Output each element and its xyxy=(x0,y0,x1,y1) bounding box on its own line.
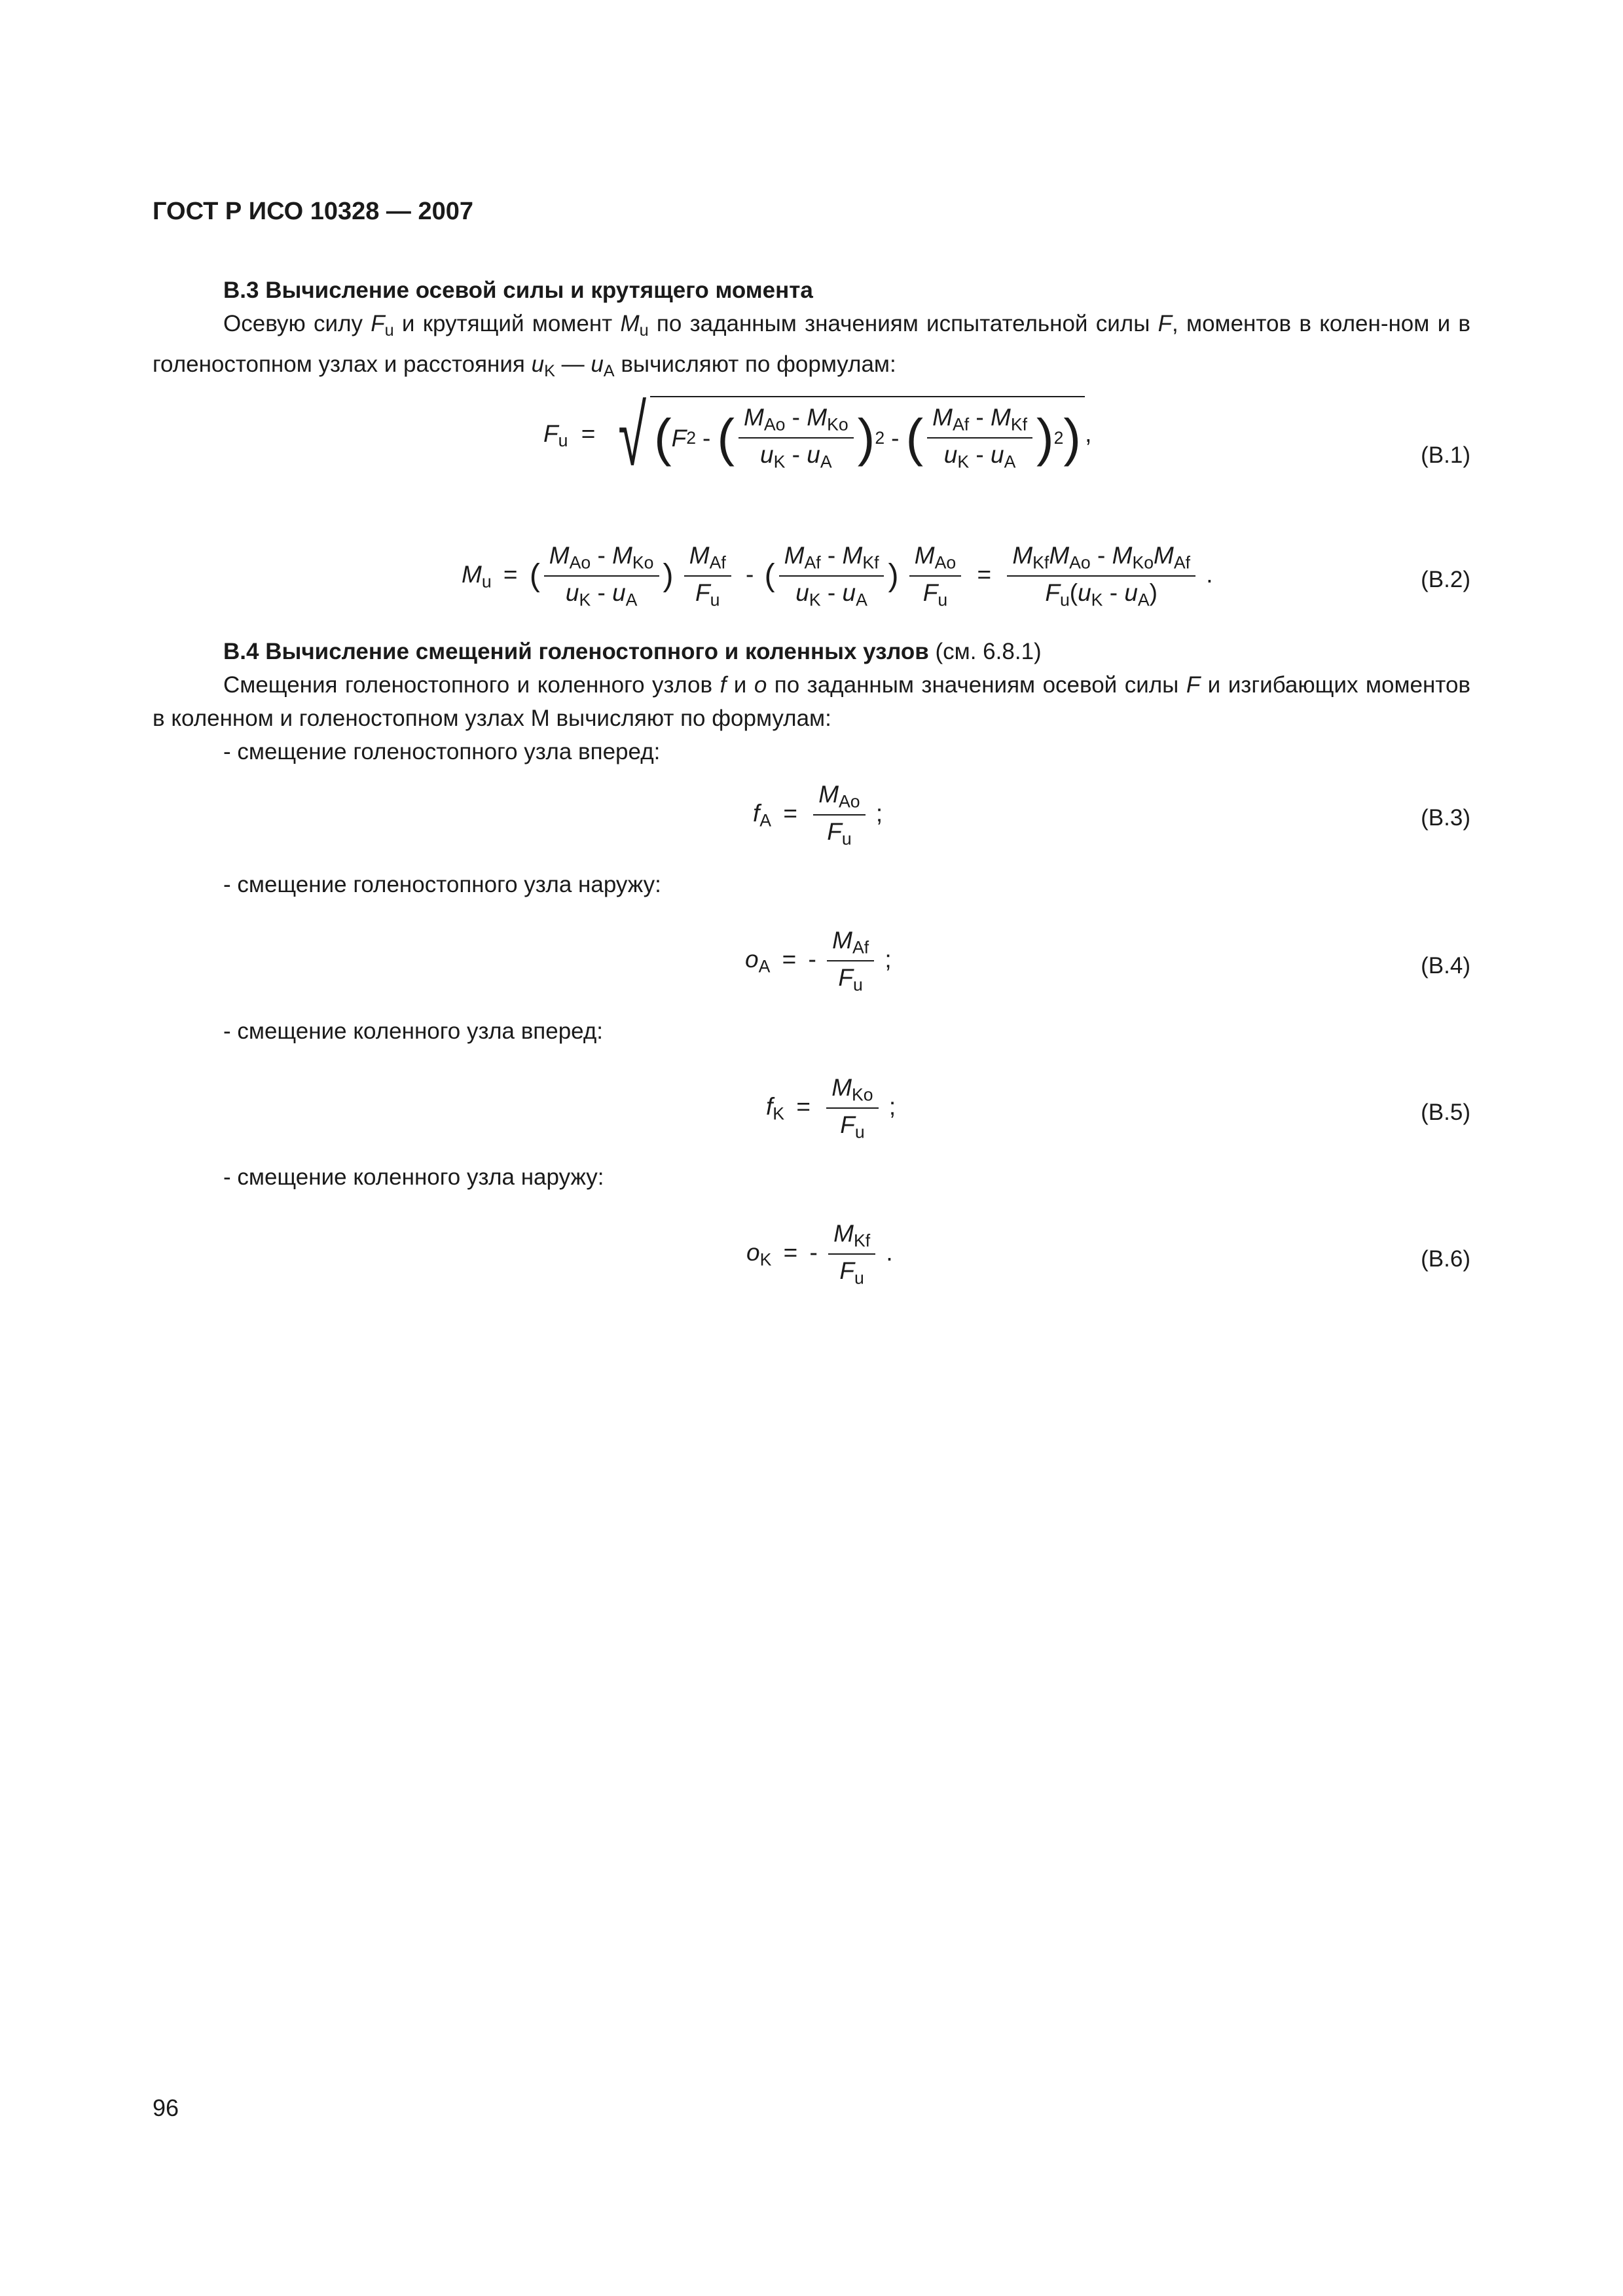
formula-b5: $f_K$ = $\frac{M_{Ko}}{F_u}$ ; xyxy=(766,1074,896,1142)
equation-number-b6: (В.6) xyxy=(1421,1246,1470,1272)
equation-number-b1: (В.1) xyxy=(1421,442,1470,468)
equation-number-b4: (В.4) xyxy=(1421,953,1470,978)
section-b4 xyxy=(153,635,1470,768)
formula-b2: $M_u$ = ( $\frac{M_{Ao} - M_{Ko}}{u_K - u_A}$ ) $\frac{M_{Af}}{F_u}$ - ( $\frac{M_{Af} - M_{Kf}}{u_K - u_A}$ ) $\frac{M_{Ao}}{F_u}$ = $\frac{M_{Kf}M_{Ao} - M_{Ko}M_{Af}}{F_u(u_K - u_A)}$ . xyxy=(462,542,1213,610)
section-b3-title: В.3 Вычисление осевой силы и крутящего момента xyxy=(223,278,813,303)
section-b4-heading: В.4 Вычисление смещений голеностопного и коленных узлов (см. 6.8.1) xyxy=(223,639,1042,664)
formula-b4: $o_A$ = - $\frac{M_{Af}}{F_u}$ ; xyxy=(745,927,892,995)
list-item: - смещение коленного узла наружу: xyxy=(223,1164,604,1190)
equation-number-b2: (В.2) xyxy=(1421,567,1470,592)
list-item: - смещение голеностопного узла наружу: xyxy=(223,872,661,897)
list-item: - смещение коленного узла вперед: xyxy=(223,1018,604,1044)
equation-number-b5: (В.5) xyxy=(1421,1100,1470,1125)
section-b3-paragraph: Осевую силу $F_u$ и крутящий момент $M_u$ по заданным значениям испытательной силы F, моментов в колен-ном и в голеностопном узлах и расстояния $u_K$ — $u_A$ вычисляют по формулам: xyxy=(153,311,1470,381)
list-item: - смещение голеностопного узла вперед: xyxy=(223,739,661,764)
page-number: 96 xyxy=(153,2094,179,2121)
section-b4-title: В.4 Вычисление смещений голеностопного и коленных узлов xyxy=(223,639,929,664)
document-header: ГОСТ Р ИСО 10328 — 2007 xyxy=(153,198,474,225)
equation-number-b3: (В.3) xyxy=(1421,805,1470,831)
section-b3 xyxy=(153,274,1470,388)
formula-b3: $f_A$ = $\frac{M_{Ao}}{F_u}$ ; xyxy=(753,781,883,849)
formula-b1: $F_u$ = √ ( F 2 - ( $\frac{M_{Ao} - M_{Ko}}{u_K - u_A}$ ) 2 - ( $\frac{M_{Af} - M_{Kf}}{u_K - u_A}$ ) 2 ) , xyxy=(543,387,1092,483)
section-b4-paragraph: Смещения голеностопного и коленного узлов f и o по заданным значениям осевой силы F и изгибающих моментов в коленном и голеностопном узлах М вычисляют по формулам: xyxy=(153,672,1471,731)
formula-b6: $o_K$ = - $\frac{M_{Kf}}{F_u}$ . xyxy=(746,1220,893,1288)
